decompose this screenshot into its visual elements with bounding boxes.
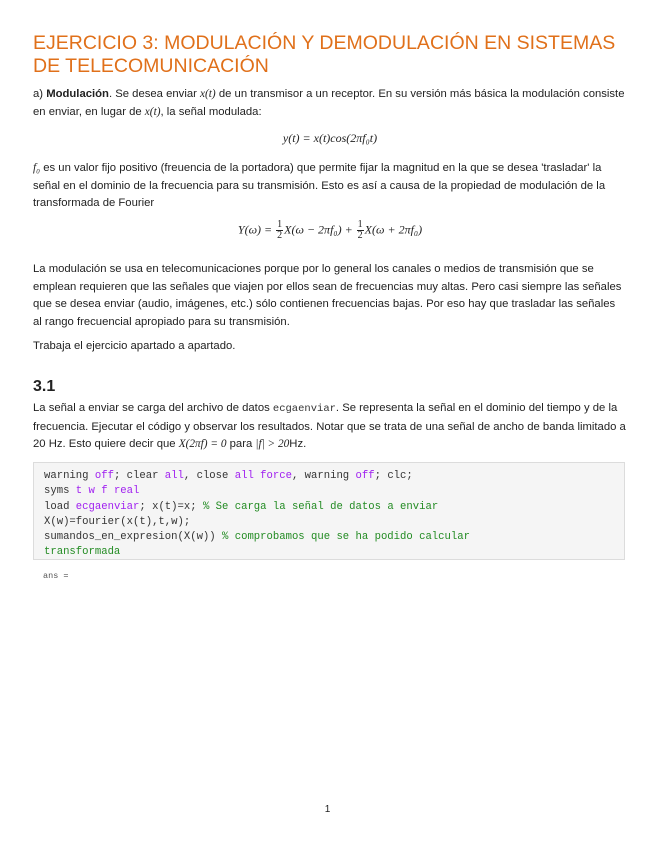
- section-text3: para: [226, 438, 256, 450]
- equation-fourier-modulation: [33, 220, 627, 241]
- section-paragraph: [33, 400, 627, 454]
- math-xt-2: x(t): [144, 105, 161, 118]
- code-block[interactable]: [33, 462, 625, 560]
- math-f0: f₀: [33, 162, 41, 174]
- code-line-2: syms t w f real: [44, 485, 140, 498]
- eq2-term1: X(ω − 2πf₀) +: [284, 222, 356, 237]
- fraction-half: [276, 220, 283, 241]
- intro-text2: de un transmisor a un receptor. En su versión más básica la modulación consiste en enviar, en lugar de: [33, 88, 625, 118]
- telecom-paragraph: La modulación se usa en telecomunicaciones porque por lo general los canales o medios de transmisión que se emplean requieren que las señales que viajen por ellos sean de frecuencias muy altas. Pero casi siempre las señales que se desea enviar (audio, imágenes, etc.) sólo contienen frecuencias bajas. Por eso hay que trasladar las señales al rango frecuencial apropiado para su transmisión.: [33, 263, 622, 328]
- carrier-text: es un valor fijo positivo (freuencia de la portadora) que permite fijar la magnitud en la que se desea 'trasladar' la señal en el dominio de la frecuencia para su transmisión. Esto es así a causa de la propiedad de modulación de la transformada de Fourier: [33, 162, 606, 209]
- math-xt: x(t): [200, 88, 216, 100]
- math-cond2: |f| > 20: [255, 438, 290, 450]
- intro-bold: Modulación: [46, 88, 109, 100]
- intro-prefix: a): [33, 88, 47, 100]
- instruction-paragraph: Trabaja el ejercicio apartado a apartado.: [33, 340, 236, 352]
- inline-code-filename: ecgaenviar: [272, 403, 336, 415]
- section-heading: 3.1: [33, 378, 56, 395]
- math-cond1: X(2πf) = 0: [178, 438, 227, 450]
- intro-text1: . Se desea enviar: [108, 88, 201, 100]
- fraction-half-2: [357, 220, 364, 241]
- eq2-term2: X(ω + 2πf₀): [364, 222, 423, 237]
- carrier-paragraph: [33, 160, 627, 213]
- code-line-3: load ecgaenviar; x(t)=x; % Se carga la señal de datos a enviar: [44, 500, 439, 513]
- section-text2: . Se representa la señal en el dominio del tiempo y de la frecuencia. Ejecutar el código y observar los resultados. Notar que se trata de una señal de ancho de banda limitado a 20 Hz. Esto quiere decir que: [33, 402, 626, 450]
- intro-text3: , la señal modulada:: [160, 105, 262, 118]
- frac-den: 2: [277, 230, 283, 241]
- section-text4: Hz.: [289, 438, 307, 450]
- eq2-lhs: Y(ω) =: [237, 222, 276, 237]
- section-text1: La señal a enviar se carga del archivo de datos: [33, 402, 273, 414]
- code-line-4: X(w)=fourier(x(t),t,w);: [44, 515, 191, 528]
- page-title: EJERCICIO 3: MODULACIÓN Y DEMODULACIÓN EN SISTEMAS DE TELECOMUNICACIÓN: [33, 32, 616, 77]
- code-output: ans =: [43, 571, 69, 581]
- frac-num-2: 1: [357, 219, 363, 230]
- frac-den-2: 2: [357, 230, 363, 241]
- intro-paragraph: [33, 86, 627, 121]
- page-number: 1: [324, 804, 331, 815]
- frac-num: 1: [277, 219, 283, 230]
- code-line-5: sumandos_en_expresion(X(w)) % comprobamos que se ha podido calcular: [44, 531, 470, 544]
- equation-modulation: y(t) = x(t)cos(2πf₀t): [282, 131, 378, 145]
- code-line-6: transformada: [44, 546, 121, 559]
- code-line-1: warning off; clear all, close all force, warning off; clc;: [44, 470, 413, 482]
